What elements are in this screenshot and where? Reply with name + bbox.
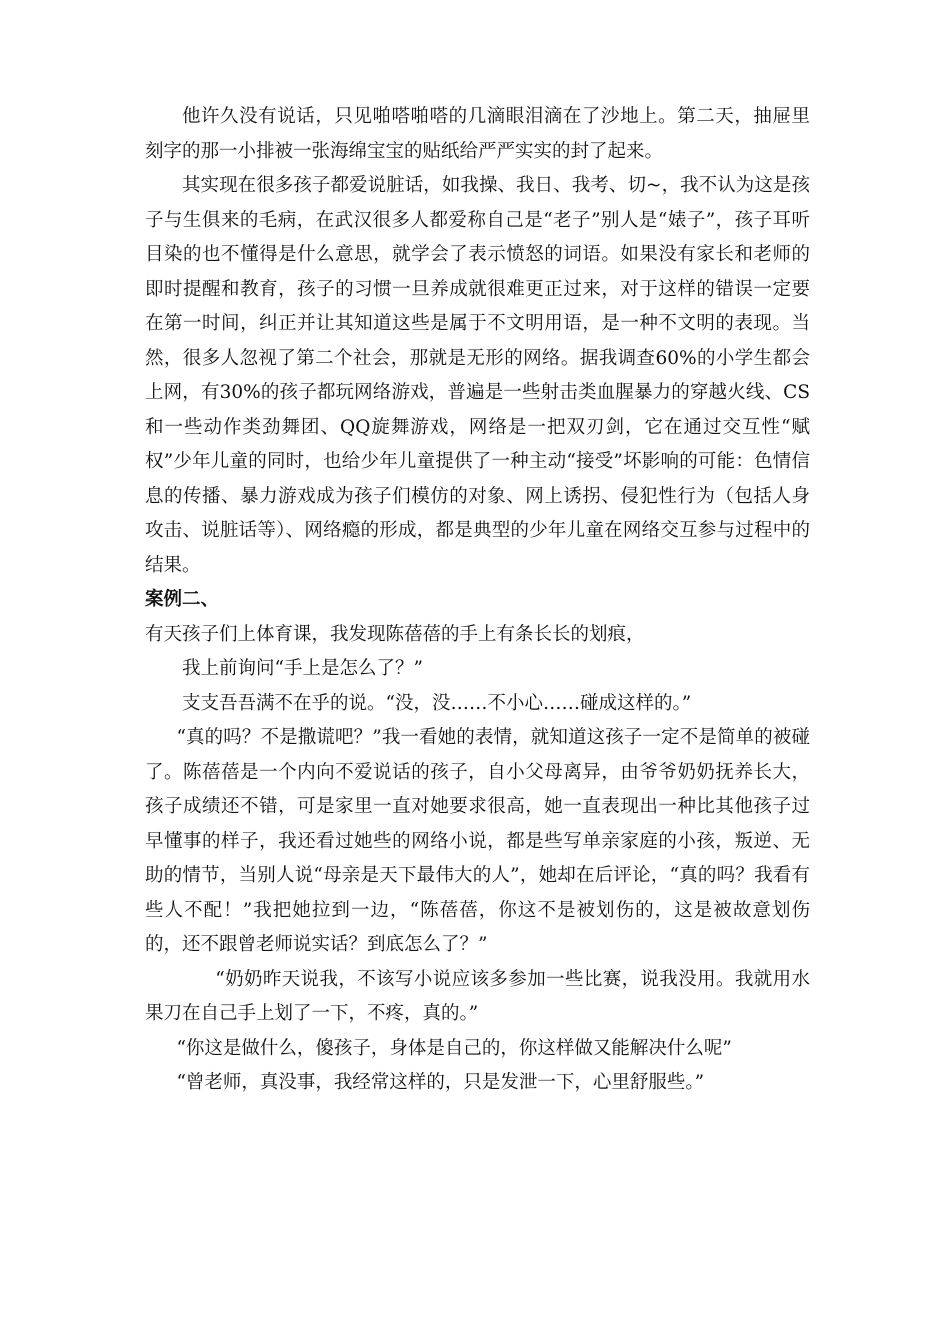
paragraph-ask: 我上前询问“手上是怎么了？” — [182, 658, 423, 679]
case-two-heading: 案例二、 — [145, 589, 220, 610]
paragraph-reply: 支支吾吾满不在乎的说。“没，没……不小心……碰成这样的。” — [182, 692, 692, 714]
paragraph-chen-beibei: “真的吗？不是撒谎吧？”我一看她的表情，就知道这孩子一定不是简单的被碰了。陈蓓蓓是一个内向不爱说话的孩子，自小父母离异，由爷爷奶奶抚养长大，孩子成绩还不错，可是家里一直对她要求很高，她一直表现出一种比其他孩子过早懂事的样子，我还看过她些的网络小说，都是些写单亲家庭的小孩，叛逆、无助的情节，当别人说“母亲是天下最伟大的人”，她却在后评论，“真的吗？我看有些人不配！”我把她拉到一边，“陈蓓蓓，你这不是被划伤的，这是被故意划伤的，还不跟曾老师说实话？到底怎么了？” — [145, 727, 810, 955]
paragraph-swearing-and-internet: 其实现在很多孩子都爱说脏话，如我操、我日、我考、切~，我不认为这是孩子与生俱来的毛病，在武汉很多人都爱称自己是“老子”别人是“婊子”，孩子耳听目染的也不懂得是什么意思，就学会了表示愤怒的词语。如果没有家长和老师的即时提醒和教育，孩子的习惯一旦养成就很难更正过来，对于这样的错误一定要在第一时间，纠正并让其知道这些是属于不文明用语，是一种不文明的表现。当然，很多人忽视了第二个社会，那就是无形的网络。据我调查60%的小学生都会上网，有30%的孩子都玩网络游戏，普遍是一些射击类血腥暴力的穿越火线、CS和一些动作类劲舞团、QQ旋舞游戏，网络是一把双刃剑，它在通过交互性“赋权”少年儿童的同时，也给少年儿童提供了一种主动“接受”坏影响的可能：色情信息的传播、暴力游戏成为孩子们模仿的对象、网上诱拐、侵犯性行为（包括人身攻击、说脏话等）、网络瘾的形成，都是典型的少年儿童在网络交互参与过程中的结果。 — [145, 175, 810, 576]
paragraph-grandma: “奶奶昨天说我，不该写小说应该多参加一些比赛，说我没用。我就用水果刀在自己手上划了一下，不疼，真的。” — [145, 968, 810, 1024]
paragraph-student-response: “曾老师，真没事，我经常这样的，只是发泄一下，心里舒服些。” — [176, 1072, 705, 1093]
paragraph-tears: 他许久没有说话，只见啪嗒啪嗒的几滴眼泪滴在了沙地上。第二天，抽屉里刻字的那一小排被一张海绵宝宝的贴纸给严严实实的封了起来。 — [145, 106, 810, 162]
paragraph-pe-class: 有天孩子们上体育课，我发现陈蓓蓓的手上有条长长的划痕， — [145, 623, 645, 645]
document-body — [145, 100, 810, 1101]
paragraph-teacher-response: “你这是做什么，傻孩子，身体是自己的，你这样做又能解决什么呢” — [176, 1037, 732, 1059]
